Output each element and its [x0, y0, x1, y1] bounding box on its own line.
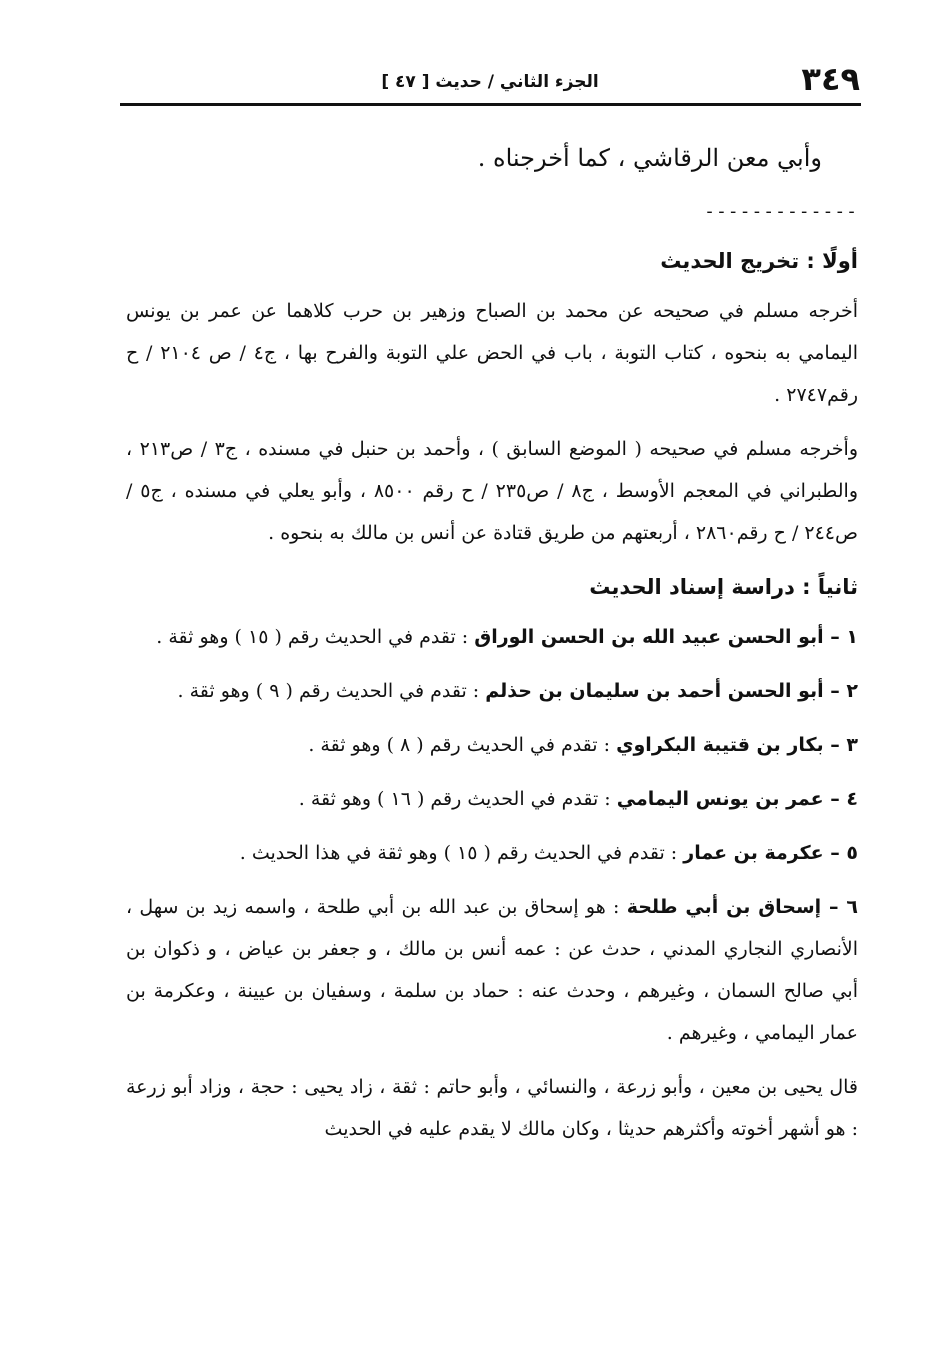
page-header: [120, 58, 860, 102]
narrator-note: : تقدم في الحديث رقم ( ١٥ ) وهو ثقة .: [156, 626, 475, 648]
narrator-entry: [126, 886, 858, 1054]
section-heading-isnad: ثانياً : دراسة إسناد الحديث: [589, 575, 858, 599]
separator-rule: -------------: [704, 201, 858, 222]
paragraph: وأخرجه مسلم في صحيحه ( الموضع السابق ) ، وأحمد بن حنبل في مسنده ، ج٣ / ص٢١٣ ، والطبراني في المعجم الأوسط ، ج٨ / ص٢٣٥ / ح رقم ٨٥٠٠ ، وأبو يعلي في مسنده ، ج٥ / ص٢٤٤ / ح رقم٢٨٦٠ ، أربعتهم من طريق قتادة عن أنس بن مالك به بنحوه .: [126, 438, 859, 544]
narrator-note: : تقدم في الحديث رقم ( ١٦ ) وهو ثقة .: [298, 788, 617, 810]
narrator-entry: [126, 832, 858, 874]
page-body: [126, 128, 858, 1162]
running-title: الجزء الثاني / حديث [ ٤٧ ]: [381, 72, 599, 92]
narrator-entry: [126, 724, 858, 766]
header-rule: [120, 103, 861, 106]
intro-line: وأبي معن الرقاشي ، كما أخرجناه .: [477, 144, 822, 172]
paragraph: أخرجه مسلم في صحيحه عن محمد بن الصباح وزهير بن حرب كلاهما عن عمر بن يونس اليمامي به بنحوه ، كتاب التوبة ، باب في الحض علي التوبة والفرح بها ، ج٤ / ص ٢١٠٤ / ح رقم٢٧٤٧ .: [126, 300, 859, 406]
narrator-entry: [126, 616, 858, 658]
narrator-name: ٣ – بكار بن قتيبة البكراوي: [616, 734, 858, 756]
narrator-note: : تقدم في الحديث رقم ( ٨ ) وهو ثقة .: [308, 734, 617, 756]
narrator-entry: [126, 778, 858, 820]
narrator-name: ٥ – عكرمة بن عمار: [683, 842, 858, 864]
narrator-name: ٤ – عمر بن يونس اليمامي: [616, 788, 858, 810]
narrator-name: ١ – أبو الحسن عبيد الله بن الحسن الوراق: [474, 626, 858, 648]
section-heading-takhrij: أولًا : تخريج الحديث: [660, 249, 858, 273]
page-number: ٣٤٩: [801, 60, 860, 98]
narrator-note: : تقدم في الحديث رقم ( ١٥ ) وهو ثقة في هذا الحديث .: [239, 842, 684, 864]
narrator-entry: [126, 670, 858, 712]
closing-paragraph: قال يحيى بن معين ، وأبو زرعة ، والنسائي ، وأبو حاتم : ثقة ، زاد يحيى : حجة ، وزاد أبو زرعة : هو أشهر أخوته وأكثرهم حديثا ، وكان مالك لا يقدم عليه في الحديث: [126, 1076, 858, 1140]
narrator-note: : هو إسحاق بن عبد الله بن أبي طلحة ، واسمه زيد بن سهل ، الأنصاري النجاري المدني ، حدث عن : عمه أنس بن مالك ، و جعفر بن عياض ، و ذكوان بن أبي صالح السمان ، وغيرهم ، وحدث عنه : حماد بن سلمة ، وسفيان بن عيينة ، وعكرمة بن عمار اليمامي ، وغيرهم .: [126, 896, 858, 1044]
narrator-name: ٦ – إسحاق بن أبي طلحة: [626, 896, 858, 918]
narrator-name: ٢ – أبو الحسن أحمد بن سليمان بن حذلم: [485, 680, 858, 702]
narrator-note: : تقدم في الحديث رقم ( ٩ ) وهو ثقة .: [177, 680, 486, 702]
